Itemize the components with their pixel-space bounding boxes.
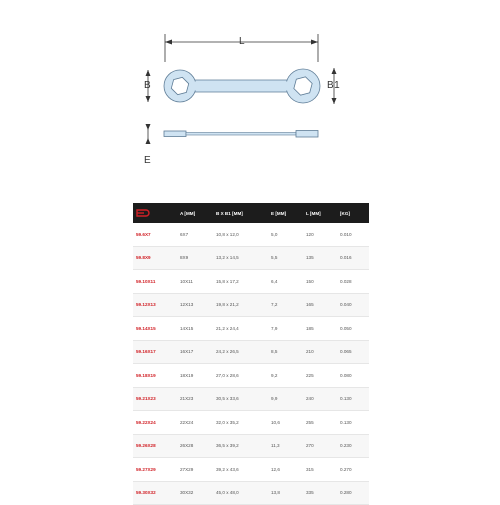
header-e: E [MM] [268,203,303,223]
cell-reference[interactable]: 59.18X19 [133,364,177,388]
cell-a: 26X28 [177,434,213,458]
header-a: A [MM] [177,203,213,223]
cell-kg: 0.028 [337,270,369,294]
cell-a: 22X24 [177,411,213,435]
cell-bxb1: 19,8 x 21,2 [213,293,268,317]
spec-table [133,203,369,505]
cell-e: 9,2 [268,364,303,388]
cell-a: 10X11 [177,270,213,294]
cell-bxb1: 13,2 x 14,5 [213,246,268,270]
cell-e: 5,0 [268,223,303,246]
cell-l: 240 [303,387,337,411]
e-arrow-top [146,124,151,130]
cell-bxb1: 39,2 x 43,6 [213,458,268,482]
cell-kg: 0.130 [337,387,369,411]
cell-bxb1: 15,8 x 17,2 [213,270,268,294]
cell-e: 8,5 [268,340,303,364]
cell-l: 225 [303,364,337,388]
header-l: L [MM] [303,203,337,223]
label-length: L [239,36,246,47]
cell-l: 315 [303,458,337,482]
cell-reference[interactable]: 59.8X9 [133,246,177,270]
cell-l: 255 [303,411,337,435]
table-row [133,340,369,364]
cell-kg: 0.050 [337,317,369,341]
cell-a: 16X17 [177,340,213,364]
cell-reference[interactable]: 59.16X17 [133,340,177,364]
cell-reference[interactable]: 59.26X28 [133,434,177,458]
cell-bxb1: 24,2 x 26,5 [213,340,268,364]
table-row [133,411,369,435]
cell-l: 335 [303,481,337,505]
cell-reference[interactable]: 59.14X15 [133,317,177,341]
table-row [133,223,369,246]
cell-reference[interactable]: 59.6X7 [133,223,177,246]
header-brand [133,203,177,223]
cell-l: 135 [303,246,337,270]
cell-e: 7,2 [268,293,303,317]
table-row [133,293,369,317]
cell-reference[interactable]: 59.22X24 [133,411,177,435]
cell-a: 30X32 [177,481,213,505]
l-arrow-right [311,40,318,45]
cell-kg: 0.010 [337,223,369,246]
cell-a: 21X23 [177,387,213,411]
wrench-side-view [164,131,318,138]
b-arrow-top [146,70,151,76]
label-thickness-e: E [144,155,152,166]
table-row [133,364,369,388]
cell-reference[interactable]: 59.30X32 [133,481,177,505]
cell-a: 14X15 [177,317,213,341]
table-header-row [133,203,369,223]
cell-a: 6X7 [177,223,213,246]
cell-bxb1: 10,8 x 12,0 [213,223,268,246]
tool-diagram [0,0,500,195]
cell-l: 165 [303,293,337,317]
cell-bxb1: 30,5 x 33,6 [213,387,268,411]
wrench-drawing [0,0,500,195]
cell-kg: 0.040 [337,293,369,317]
cell-e: 10,6 [268,411,303,435]
cell-a: 27X29 [177,458,213,482]
cell-e: 12,6 [268,458,303,482]
cell-a: 12X13 [177,293,213,317]
cell-bxb1: 36,5 x 39,2 [213,434,268,458]
cell-reference[interactable]: 59.21X23 [133,387,177,411]
cell-kg: 0.016 [337,246,369,270]
b-arrow-bottom [146,96,151,102]
cell-kg: 0.065 [337,340,369,364]
cell-bxb1: 45,0 x 48,0 [213,481,268,505]
cell-a: 18X19 [177,364,213,388]
cell-e: 6,4 [268,270,303,294]
cell-bxb1: 32,0 x 35,2 [213,411,268,435]
facom-logo-icon [136,209,150,217]
cell-e: 13,8 [268,481,303,505]
cell-l: 185 [303,317,337,341]
cell-l: 150 [303,270,337,294]
cell-kg: 0.280 [337,481,369,505]
b1-arrow-bottom [332,98,337,104]
table-row [133,317,369,341]
cell-kg: 0.230 [337,434,369,458]
cell-reference[interactable]: 59.10X11 [133,270,177,294]
table-row [133,270,369,294]
table-row [133,434,369,458]
cell-kg: 0.270 [337,458,369,482]
cell-a: 8X9 [177,246,213,270]
header-bxb1: B X B1 [MM] [213,203,268,223]
label-width-b1: B1 [327,80,341,91]
cell-e: 9,9 [268,387,303,411]
cell-reference[interactable]: 59.12X13 [133,293,177,317]
cell-l: 210 [303,340,337,364]
wrench-top-view [164,69,320,103]
l-arrow-left [165,40,172,45]
cell-kg: 0.130 [337,411,369,435]
b1-arrow-top [332,68,337,74]
cell-bxb1: 21,2 x 24,4 [213,317,268,341]
cell-kg: 0.080 [337,364,369,388]
table-row [133,246,369,270]
cell-e: 5,5 [268,246,303,270]
cell-l: 120 [303,223,337,246]
label-width-b: B [144,80,152,91]
cell-e: 7,9 [268,317,303,341]
e-arrow-bottom [146,138,151,144]
cell-bxb1: 27,0 x 28,6 [213,364,268,388]
table-row [133,387,369,411]
cell-l: 270 [303,434,337,458]
cell-reference[interactable]: 59.27X29 [133,458,177,482]
cell-e: 11,3 [268,434,303,458]
header-kg: [KG] [337,203,369,223]
table-row [133,481,369,505]
table-row [133,458,369,482]
